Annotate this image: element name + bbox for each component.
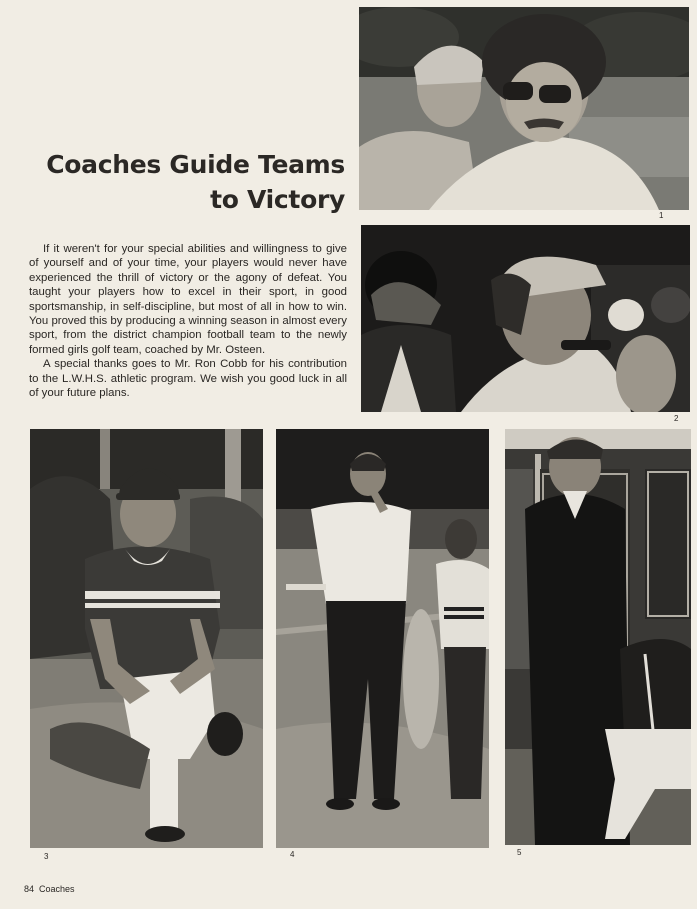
page-footer [24,884,80,894]
title-line-1: Coaches Guide Teams [46,150,345,179]
photo-number-4: 4 [290,850,295,859]
page-title [46,147,345,217]
photo-4 [276,429,489,848]
photo-number-2: 2 [674,414,679,423]
section-name: Coaches [39,884,75,894]
page-number: 84 [24,884,35,894]
photo-number-5: 5 [517,848,522,857]
photo-number-1: 1 [659,211,664,220]
title-line-2: to Victory [210,185,345,214]
photo-2 [361,225,690,412]
photo-1 [359,7,689,210]
photo-5 [505,429,691,845]
body-text [29,242,347,400]
photo-number-3: 3 [44,852,49,861]
paragraph-1: If it weren't for your special abilities and willingness to give of yourself and of your time, your players would never have experienced the thrill of victory or the agony of defeat. You taught your players how to excel in their sport, in good sportsmanship, in self-discipline, but most of all in how to win. You proved this by producing a winning season in almost every sport, from the district champion football team to the newly formed girls golf team, coached by Mr. Osteen. [29,243,347,356]
photo-3 [30,429,263,848]
paragraph-2: A special thanks goes to Mr. Ron Cobb for his contribution to the L.W.H.S. athletic program. We wish you good luck in all of your future plans. [29,358,347,400]
